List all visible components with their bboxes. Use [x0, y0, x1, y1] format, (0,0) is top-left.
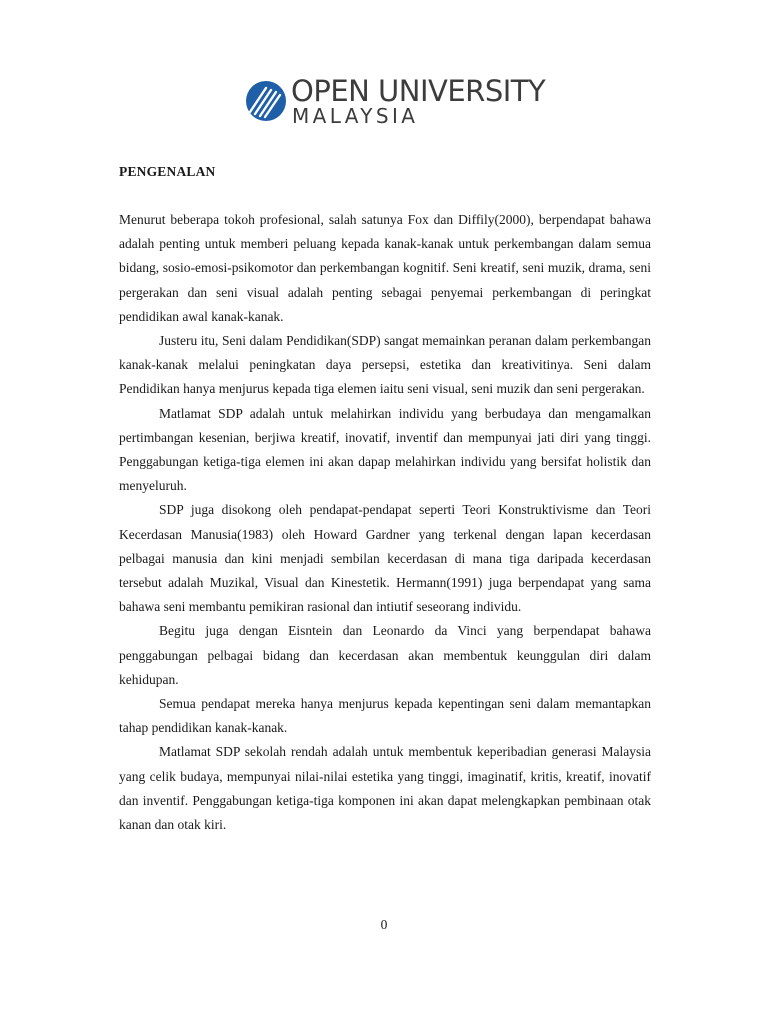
- paragraph: Matlamat SDP adalah untuk melahirkan individu yang berbudaya dan mengamalkan pertimbangan kesenian, berjiwa kreatif, inovatif, inventif dan mempunyai jati diri yang tinggi. Penggabungan ketiga-tiga elemen ini akan dapap melahirkan individu yang bersifat holistik dan menyeluruh.: [119, 405, 651, 494]
- page-number: 0: [380, 917, 388, 932]
- logo-text-line2: MALAYSIA: [292, 104, 419, 128]
- paragraph: Justeru itu, Seni dalam Pendidikan(SDP) sangat memainkan peranan dalam perkembangan kanak-kanak melalui peningkatan daya persepsi, estetika dan kreativitinya. Seni dalam Pendidikan hanya menjurus kepada tiga elemen iaitu seni visual, seni muzik dan seni pergerakan.: [119, 333, 651, 397]
- university-logo: [244, 74, 546, 130]
- paragraph: Menurut beberapa tokoh profesional, salah satunya Fox dan Diffily(2000), berpendapat bahawa adalah penting untuk memberi peluang kepada kanak-kanak untuk perkembangan dalam semua bidang, sosio-emosi-psikomotor dan perkembangan kognitif. Seni kreatif, seni muzik, drama, seni pergerakan dan seni visual adalah penting sebagai penyemai perkembangan di peringkat pendidikan awal kanak-kanak.: [119, 212, 651, 324]
- paragraph: Matlamat SDP sekolah rendah adalah untuk membentuk keperibadian generasi Malaysia yang celik budaya, mempunyai nilai-nilai estetika yang tinggi, imaginatif, kritis, kreatif, inovatif dan inventif. Penggabungan ketiga-tiga komponen ini akan dapat melengkapkan pembinaan otak kanan dan otak kiri.: [119, 744, 651, 833]
- paragraph: SDP juga disokong oleh pendapat-pendapat seperti Teori Konstruktivisme dan Teori Kecerdasan Manusia(1983) oleh Howard Gardner yang terkenal dengan lapan kecerdasan pelbagai manusia dan kini menjadi sembilan kecerdasan di mana tiga daripada kecerdasan tersebut adalah Muzikal, Visual dan Kinestetik. Hermann(1991) juga berpendapat yang sama bahawa seni membantu pemikiran rasional dan intiutif seseorang individu.: [119, 502, 651, 615]
- oum-emblem-icon: [244, 74, 288, 126]
- body-text: [119, 208, 651, 837]
- section-heading: PENGENALAN: [119, 164, 216, 179]
- paragraph: Semua pendapat mereka hanya menjurus kepada kepentingan seni dalam memantapkan tahap pendidikan kanak-kanak.: [119, 696, 651, 736]
- logo-text-line1: OPEN UNIVERSITY: [291, 74, 546, 108]
- paragraph: Begitu juga dengan Eisntein dan Leonardo da Vinci yang berpendapat bahawa penggabungan pelbagai bidang dan kecerdasan akan membentuk keunggulan diri dalam kehidupan.: [119, 623, 651, 687]
